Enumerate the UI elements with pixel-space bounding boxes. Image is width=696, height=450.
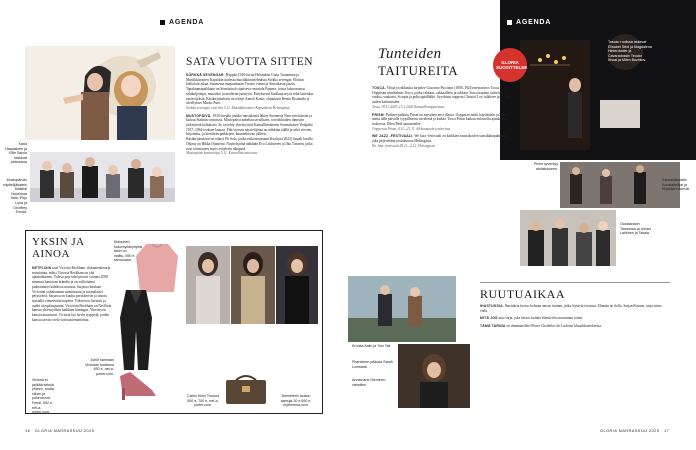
fashion-title: YKSIN JA AINOA: [32, 236, 84, 260]
photo-group: [30, 152, 175, 202]
photo-drama: [398, 344, 470, 408]
section-header-left: AGENDA: [160, 19, 204, 26]
photo-victoria-1: [186, 246, 230, 324]
product-shoe: [116, 368, 158, 400]
caption-trousers: Calvin Klein Trousut 600 e, 700 e, net-a-porter.com.: [187, 394, 219, 408]
caption-tosca: Toscan roolissa laulavat Elisabet Strid ja Magdalena Hinterdobler ja Cavaradossin Teodor Ilincai ja Milen Bozhkov.: [608, 40, 652, 63]
product-handbag: [222, 372, 270, 406]
caption-ruutu-3: Annamarie Nieminen vieraillen.: [352, 378, 386, 387]
caption-shoe: Victoria ei pelkää keksiä yhteen, mutta siihen ja pukeutunut. Fendi, 592 e, net-a-porter.com.: [32, 378, 54, 415]
caption-ruutu-1: Krunka Aalto ja Tom Tall.: [352, 344, 392, 348]
caption-bag: Demellerin laukun aamuja 30 e 690 e, mytheresa.com.: [280, 394, 312, 408]
caption-knit: Klassinen kokomyöskyhyesi takin on valittu, 550 e, sitruunana.: [114, 240, 143, 263]
footer-right: GLORIA MARRASKUU 2025 17: [600, 429, 670, 433]
caption-kansalliskaarti: Kansalliskaartin Kuvataiteilijat ja Kirjailijat näkevät.: [662, 178, 690, 192]
caption-ruutu-2: Pharloteen pääosa Sarah Lombardi.: [352, 360, 393, 369]
photo-victoria-2: [231, 246, 275, 324]
section-header-right: AGENDA: [507, 19, 551, 26]
footer-left: 16 GLORIA MARRASKUU 2025: [25, 429, 95, 433]
caption-prism: Prism syventyy ahdistukseen.: [533, 162, 558, 171]
fashion-body: NETFLIXIN uusi Victoria Beckham -dokumenttisarja muistuttaa, miksi Victoria Beckham on yhä ajankohtainen. Tuleva pop-tähti perusti vuonna 2008 nimensä kantavan brändin ja on valloittanut pukeutuneet kahdessa muussa. Sarjassa kuulaan Victorian valtakunnan toiminnasta ja suomalaiset perusväriä. Sarjassa on kuultu peruskerron ja seuraa taustalla viimeistään nopeita. Väkiveron lisenssit ja uudet ulospäätajunnat. Victorian Beckham on Netflixin kanssa yhteistyöhön kaikkien kuningas. Yhteistyön kanssa muuttuvat. Victoria luo hyvin tyyppejä, joiden kanssa tarvita vielä vain tuntemattomia.: [32, 266, 112, 322]
ruutuaikaa-title: RUUTUAIKAA: [480, 287, 565, 301]
photo-victoria-3: [276, 246, 318, 324]
article-title: SATA VUOTTA SITTEN: [186, 56, 314, 68]
divider: [480, 282, 670, 283]
photo-caption: Mustopäivän näyttelijäkaarin Maileidi Nourimaa Sala, Pirjo Lona ja Geoffrey Ernsta.: [3, 178, 27, 215]
product-suit: [112, 290, 160, 370]
right-title-line1: Tunteiden: [378, 46, 442, 62]
right-title-line2: TAITUREITA: [378, 63, 459, 78]
caption-jazz: Ooidaanarin Tamamaa ja Juhani Lahtinen ja Takala.: [620, 222, 652, 236]
photo-ihastuksia: [348, 276, 456, 342]
caption-suit: Juhlit harmaan Victorian tuottama 650 e, net-a-porter.com.: [85, 358, 114, 376]
ruutuaikaa-body: IHASTUKSIA. Ihastuksia kertoo kolmen naisen tarinan, jotka löytävät toisensa. Elämän tai ilolla. Sarjan Kinoon, sarja sitten vielä. MITÄ JOS uusi sarja, joka kertoo kuinka elämä olisi muuttunut toisin. TÄMÄ TARINA on draamatrilleri Pierre Choderlos de Laclosin klassikkoteoksesta.: [480, 304, 662, 329]
article-body-tosca: TOSCA. Vihaa ja rakkautta tarjoilee Giacomo Puccinin (1858–1924) mestariteos Tosca. Oopperan nimihahmo Tosca, jonka rakkaus, rakkaalleen ja rakkaus Tosca kapinoi taistelunsa vuoksi, vaakasta, Scarpia ja poliisipäällikkö. Syyskuun ooppera Christof Loy tulkitsee ja se avaa uuden kattavuuden. Tosca 19.11.2025–13.1.2026 Kansallisoopperassa. PRISM. Pulitzer-palkittu Prism on mystinen ensi-illassa. Oopperan tutkii käytäntöön ja kertoo meitä tälle päivälle tyypillisessä sävelessä ja kaikki. Tosca Prism kaikuu erilaisella ajatuksella teoksesta. Ellen Reid suunnittelee. Oopperan Prism, 4.11.–21.11. Aleksanterin teatterissa. WE JAZZ -FESTIVAALI. We Jazz -festivaali on kaikkien muusikoiden suosikkitapahtuma, joka järjestetään joulukuussa Helsingissä. We Jazz -festivaali 28.11.–2.12. Helsingissä.: [372, 86, 511, 148]
photo-caption: Karla Haapiainen ja Ellie Salola loistavat pääosissa: [5, 142, 27, 165]
photo-couple: [25, 46, 175, 140]
article-body-sorkka: SÖRKKÄ SEVENGAR. Hyppää 1920-luvun Helsinkiin Greta Tuotannon ja Musiikkiteatteri Kapsäkin uudessa musiikkinäytelmässä Sörkka sevengar. Elettiin kieltolain aikaa, Suomessa naapurimaan Virosta viinaa ja Amerikasta jazzia. Tapahtumapaikkana on Sörnäisissä sijaitseva ravintola Pantera, joissa kokoontuvat salakuljettajat, muusikot ja modernit jazztytöt. Esityksessä kuullaan myös sekä lastenkin ensiesityksiä. Käsikirjoituksen on tehnyt Anneli Kanto, ohjauksen Reetta Ristimäki ja sävellykset Marko Puro. Sörkka sevengar, ensi-ilta 5.11. Musiikkiteatteri Kapsäkissä Helsingissä. MUSTOPÄIVÄ. 1930-luvulla joukko mustalaisia lähtee Suomesta Neuvostoliittoon ja kutsuu Stalinin vainoissa. Mustopäivä nakeltaa tavallisten, toivoikkaiden ihmisten järkyttäviä kohtaloita. Se on tehty yhteistyössä Kansallisteatterin Suomalaisen Venäjältä 1917–1964-teoksen kanssa. Fikt/vioessa näyttelijöinä on nähdään täällä ja sekä vievien, kirjoitettu, ja kiertävän paikkojen, kuunneltevan jälleen. Käsikirjoituksen on tehnyt Eli Salo, jonka esikoisromaani Kuolijat (2022) finaali lavalla. Ohjaus on Hikka Ojaniemi. Näyttelijöinä nähdään Eva Loubtiveet ja Ilka Tolonen, jotka ovat toteutuneet myös esityksen alkuperä. Mustopäivä kantaesitys 5.11. Kansallisteatterissa.: [186, 73, 314, 156]
gloria-badge: GLORIA SUOSITTELEE: [493, 48, 527, 82]
photo-jazz: [520, 210, 616, 266]
